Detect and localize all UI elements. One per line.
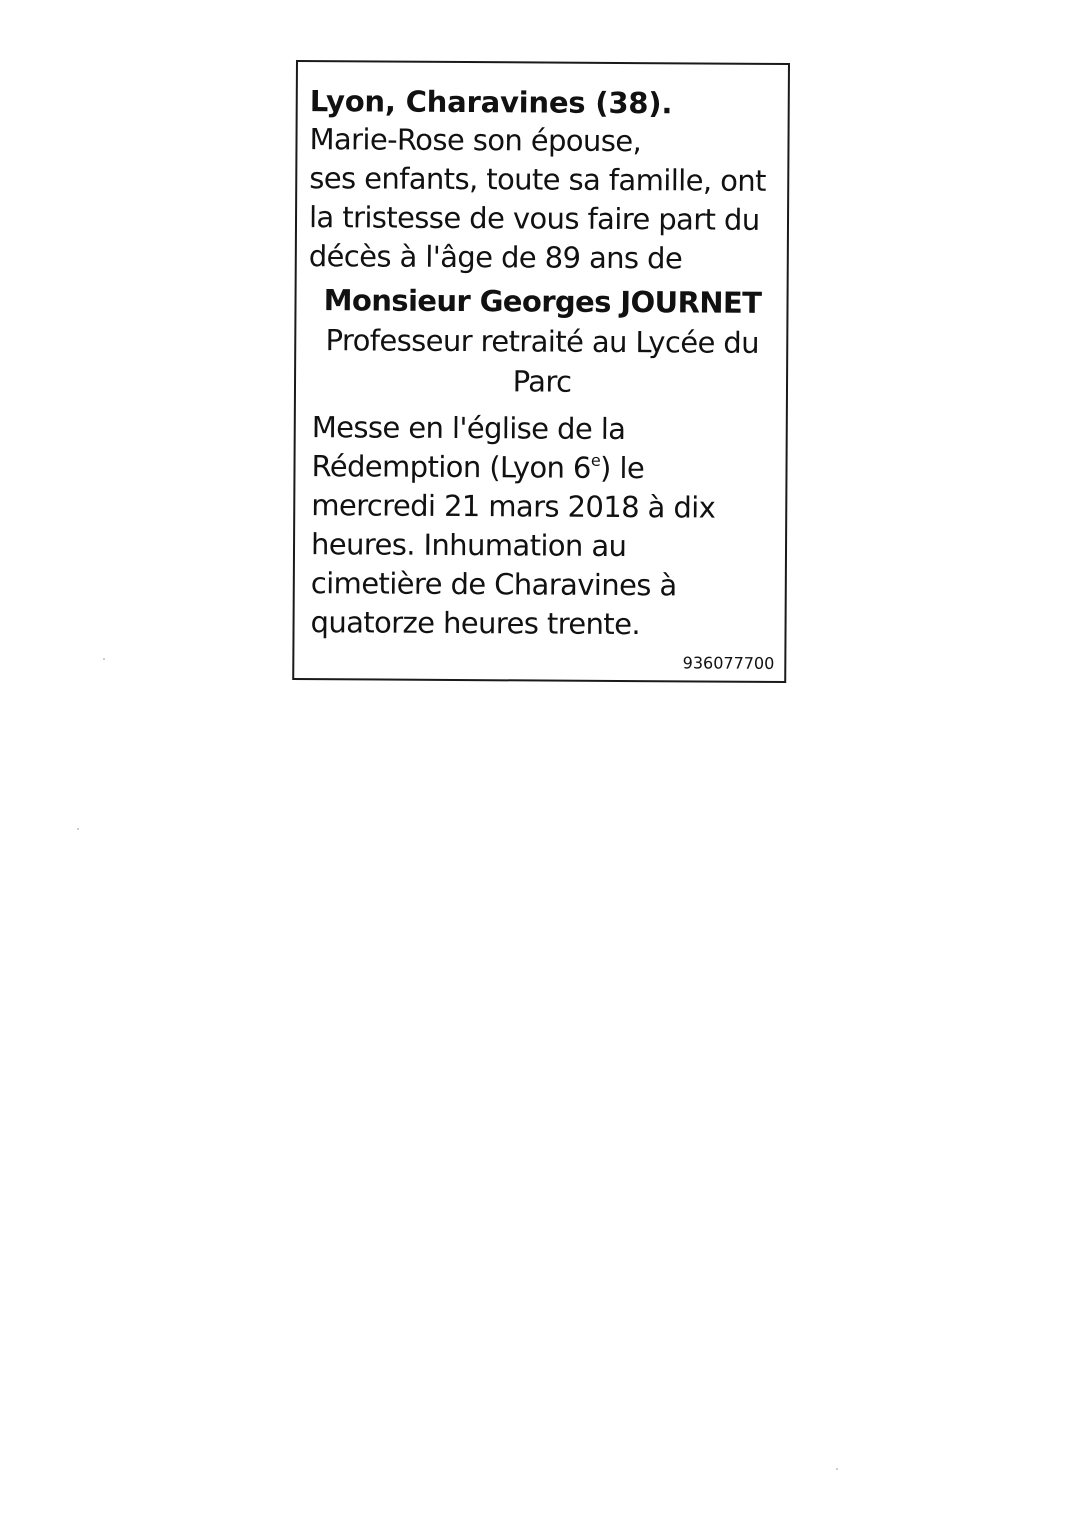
scan-speck xyxy=(836,1468,838,1470)
service-line: heures. Inhumation au xyxy=(310,527,627,564)
scan-speck xyxy=(77,828,79,830)
service-line: Messe en l'église de la xyxy=(311,410,626,447)
service-line-part: ) le xyxy=(599,450,645,486)
body-line: Marie-Rose son épouse, xyxy=(309,122,642,159)
service-details xyxy=(306,408,775,645)
body-line: ses enfants, toute sa famille, ont xyxy=(309,161,766,198)
reference-number: 936077700 xyxy=(682,653,775,673)
service-line: quatorze heures trente. xyxy=(310,605,641,642)
title-line: Professeur retraité au Lycée du xyxy=(325,323,760,360)
service-line xyxy=(311,447,775,489)
notice-content xyxy=(306,82,778,671)
service-line: mercredi 21 mars 2018 à dix xyxy=(311,488,716,525)
service-line: cimetière de Charavines à xyxy=(310,566,677,603)
scan-speck xyxy=(103,658,105,660)
obituary-notice xyxy=(292,60,790,683)
deceased-name: Monsieur Georges JOURNET xyxy=(323,283,762,320)
superscript: e xyxy=(590,450,601,470)
title-line: Parc xyxy=(512,364,572,399)
body-line: décès à l'âge de 89 ans de xyxy=(308,239,683,276)
service-line-part: Rédemption (Lyon 6 xyxy=(311,449,591,485)
notice-headline: Lyon, Charavines (38). xyxy=(309,84,673,121)
body-line: la tristesse de vous faire part du xyxy=(308,200,760,237)
